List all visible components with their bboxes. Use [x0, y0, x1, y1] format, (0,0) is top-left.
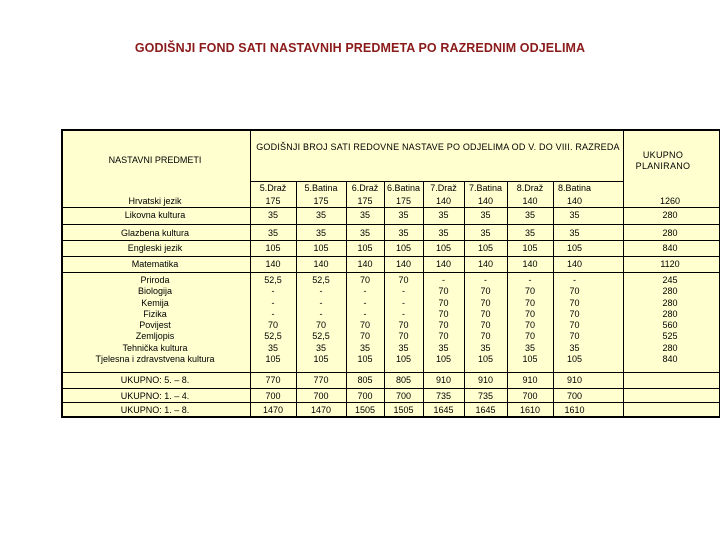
- table-cell: 35: [398, 342, 409, 353]
- table-cell: 105: [357, 354, 373, 365]
- subject-name: Glazbena kultura: [120, 228, 190, 238]
- table-cell: 140: [566, 196, 583, 206]
- total-cell: 245: [662, 275, 678, 285]
- table-cell: 35: [480, 210, 491, 220]
- table-cell: 105: [265, 243, 281, 253]
- table-cell: -: [319, 308, 323, 319]
- table-cell: 105: [357, 243, 373, 253]
- table-cell: -: [319, 286, 323, 297]
- summary-cell: 1505: [393, 405, 414, 415]
- summary-label: UKUPNO: 1. – 4.: [120, 391, 190, 401]
- table-frame: [61, 129, 720, 418]
- total-cell: 280: [662, 342, 678, 353]
- subject-name: Tehnička kultura: [122, 342, 188, 353]
- table-cell: -: [271, 297, 275, 308]
- table-cell: 70: [524, 331, 535, 342]
- table-cell: 105: [522, 354, 538, 365]
- table-cell: 140: [522, 259, 538, 269]
- table-cell: 140: [357, 259, 373, 269]
- class-header-8: 8.Batina: [557, 183, 592, 193]
- subject-name: Tjelesna i zdravstvena kultura: [95, 354, 215, 365]
- class-header-5: 7.Draž: [430, 183, 457, 193]
- table-cell: 35: [359, 342, 370, 353]
- class-header-6: 7.Batina: [468, 183, 503, 193]
- table-cell: 70: [315, 320, 326, 331]
- class-header-1: 5.Draž: [259, 183, 287, 193]
- table-cell: 35: [359, 228, 370, 238]
- summary-cell: 700: [566, 391, 583, 401]
- total-cell: 840: [662, 354, 678, 365]
- summary-cell: 1645: [433, 405, 454, 415]
- total-cell: 280: [662, 297, 678, 308]
- subject-name: Zemljopis: [135, 331, 175, 342]
- table-cell: -: [573, 275, 576, 285]
- table-cell: 70: [398, 275, 409, 285]
- table-cell: 105: [313, 243, 329, 253]
- summary-cell: 910: [477, 375, 494, 385]
- table-cell: 140: [477, 259, 494, 269]
- table-cell: -: [402, 308, 405, 319]
- table-cell: 105: [395, 354, 412, 365]
- table-cell: -: [363, 286, 367, 297]
- table-cell: 70: [569, 320, 580, 331]
- table-cell: 35: [524, 228, 535, 238]
- total-cell: 840: [662, 243, 678, 253]
- total-cell: 560: [662, 320, 678, 331]
- total-cell: 280: [662, 286, 678, 297]
- table-cell: 175: [265, 196, 281, 206]
- summary-cell: 770: [265, 375, 281, 385]
- table-cell: 70: [480, 320, 491, 331]
- summary-cell: 735: [435, 391, 452, 401]
- table-cell: 105: [566, 243, 583, 253]
- group-header: GODIŠNJI BROJ SATI REDOVNE NASTAVE PO ODJELIMA OD V. DO VIII. RAZREDA: [256, 142, 620, 152]
- summary-cell: 910: [522, 375, 538, 385]
- table-cell: -: [363, 297, 367, 308]
- summary-cell: 1610: [519, 405, 541, 415]
- table-cell: 70: [398, 331, 409, 342]
- table-cell: 35: [398, 228, 409, 238]
- table-cell: 70: [438, 308, 449, 319]
- subject-column-header: NASTAVNI PREDMETI: [108, 155, 202, 165]
- table-cell: 35: [315, 342, 326, 353]
- table-cell: 52,5: [264, 275, 282, 285]
- table-cell: 140: [313, 259, 329, 269]
- table-cell: -: [402, 297, 405, 308]
- table-cell: 70: [438, 286, 449, 297]
- table-cell: 70: [398, 320, 409, 331]
- table-cell: 140: [265, 259, 281, 269]
- subject-name: Fizika: [143, 308, 167, 319]
- table-cell: 52,5: [264, 331, 282, 342]
- table-cell: 35: [438, 210, 449, 220]
- table-cell: 140: [522, 196, 538, 206]
- table-cell: 140: [477, 196, 494, 206]
- subject-name: Engleski jezik: [127, 243, 183, 253]
- table-cell: 105: [566, 354, 583, 365]
- summary-cell: 910: [566, 375, 583, 385]
- total-cell: 280: [662, 210, 678, 220]
- table-cell: 70: [480, 286, 491, 297]
- summary-cell: 700: [357, 391, 373, 401]
- table-cell: 70: [524, 308, 535, 319]
- table-cell: 35: [438, 342, 449, 353]
- table-cell: 35: [438, 228, 449, 238]
- summary-cell: 700: [265, 391, 281, 401]
- table-cell: 70: [524, 320, 535, 331]
- table-cell: 105: [435, 354, 452, 365]
- table-cell: -: [271, 308, 275, 319]
- table-cell: 140: [395, 259, 412, 269]
- summary-cell: 1470: [262, 405, 284, 415]
- table-cell: 70: [480, 308, 491, 319]
- summary-cell: 1505: [354, 405, 376, 415]
- summary-cell: 1470: [310, 405, 332, 415]
- table-cell: -: [402, 286, 405, 297]
- table-cell: 140: [435, 196, 452, 206]
- table-cell: 35: [524, 210, 535, 220]
- table-cell: 175: [395, 196, 412, 206]
- summary-label: UKUPNO: 1. – 8.: [120, 405, 190, 415]
- table-cell: 70: [569, 308, 580, 319]
- summary-cell: 700: [313, 391, 329, 401]
- table-cell: 140: [435, 259, 452, 269]
- subject-name: Matematika: [131, 259, 179, 269]
- table-cell: 175: [357, 196, 373, 206]
- subject-name: Likovna kultura: [124, 210, 186, 220]
- subject-name: Povijest: [139, 320, 171, 331]
- table-cell: 70: [524, 286, 535, 297]
- total-cell: 280: [662, 228, 678, 238]
- table-cell: 35: [315, 210, 326, 220]
- total-cell: 280: [662, 308, 678, 319]
- subject-name: Priroda: [140, 275, 170, 285]
- table-cell: 35: [398, 210, 409, 220]
- table-cell: -: [363, 308, 367, 319]
- table-cell: 70: [438, 331, 449, 342]
- table-cell: 175: [313, 196, 329, 206]
- table-cell: -: [528, 275, 532, 285]
- summary-cell: 770: [313, 375, 329, 385]
- table-cell: 70: [359, 320, 370, 331]
- table-cell: 70: [569, 297, 580, 308]
- hours-table: [61, 129, 720, 418]
- table-cell: 105: [265, 354, 281, 365]
- table-cell: 35: [267, 342, 278, 353]
- table-cell: 52,5: [312, 331, 330, 342]
- table-cell: 35: [480, 342, 491, 353]
- table-cell: 70: [480, 297, 491, 308]
- table-cell: 52,5: [312, 275, 330, 285]
- table-cell: 70: [438, 320, 449, 331]
- total-cell: 1260: [659, 196, 681, 206]
- class-header-7: 8.Draž: [516, 183, 544, 193]
- subject-name: Biologija: [137, 286, 173, 297]
- summary-cell: 1645: [475, 405, 496, 415]
- table-cell: 105: [313, 354, 329, 365]
- table-cell: 70: [359, 275, 370, 285]
- table-cell: 35: [569, 342, 580, 353]
- table-cell: 70: [359, 331, 370, 342]
- table-cell: 70: [569, 331, 580, 342]
- subject-name: Kemija: [141, 297, 169, 308]
- table-cell: 35: [569, 210, 580, 220]
- table-cell: 35: [480, 228, 491, 238]
- table-cell: 105: [477, 354, 494, 365]
- table-cell: 105: [522, 243, 538, 253]
- summary-cell: 735: [477, 391, 494, 401]
- summary-cell: 700: [395, 391, 412, 401]
- table-cell: 35: [315, 228, 326, 238]
- table-cell: -: [484, 275, 487, 285]
- summary-cell: 700: [522, 391, 538, 401]
- table-cell: 70: [438, 297, 449, 308]
- table-cell: 35: [359, 210, 370, 220]
- table-cell: 70: [480, 331, 491, 342]
- table-cell: 70: [569, 286, 580, 297]
- summary-label: UKUPNO: 5. – 8.: [120, 375, 190, 385]
- table-cell: -: [319, 297, 323, 308]
- page-title: GODIŠNJI FOND SATI NASTAVNIH PREDMETA PO RAZREDNIM ODJELIMA: [134, 41, 586, 55]
- class-header-3: 6.Draž: [351, 183, 379, 193]
- total-column-header: UKUPNO PLANIRANO: [635, 150, 691, 171]
- summary-cell: 805: [395, 375, 412, 385]
- table-cell: 70: [524, 297, 535, 308]
- table-cell: 35: [569, 228, 580, 238]
- table-cell: 105: [395, 243, 412, 253]
- table-cell: 35: [267, 210, 278, 220]
- class-header-2: 5.Batina: [304, 183, 338, 193]
- table-cell: 35: [524, 342, 535, 353]
- summary-cell: 910: [435, 375, 452, 385]
- table-cell: 70: [267, 320, 278, 331]
- class-header-4: 6.Batina: [386, 183, 421, 193]
- table-cell: 105: [477, 243, 494, 253]
- total-cell: 525: [662, 331, 678, 342]
- subject-name: Hrvatski jezik: [128, 196, 182, 206]
- total-cell: 1120: [660, 259, 680, 269]
- summary-cell: 1610: [564, 405, 585, 415]
- table-cell: 140: [566, 259, 583, 269]
- table-cell: 35: [267, 228, 278, 238]
- table-cell: 105: [435, 243, 452, 253]
- table-cell: -: [442, 275, 445, 285]
- summary-cell: 805: [357, 375, 373, 385]
- table-cell: -: [271, 286, 275, 297]
